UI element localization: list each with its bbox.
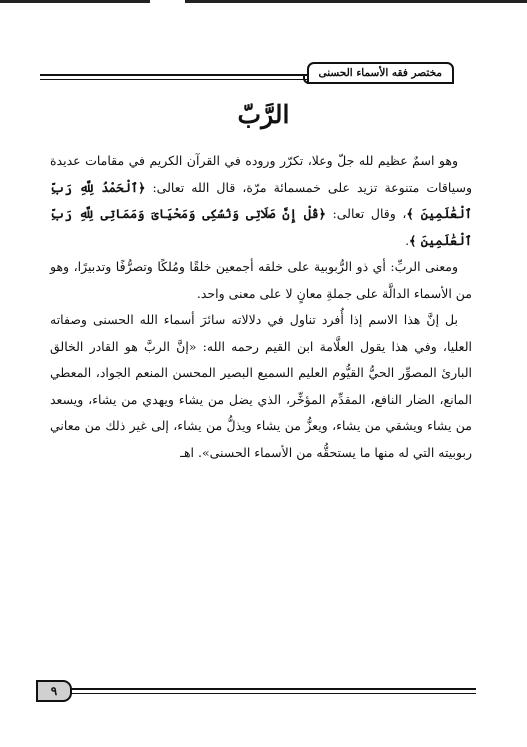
page-number-tab (36, 680, 72, 702)
body-text (50, 148, 472, 466)
page-number: ٩ (50, 684, 58, 698)
top-strip (0, 0, 527, 5)
paragraph-1-mid: ، وقال تعالى: (325, 206, 407, 221)
header-book-title: مختصر فقه الأسماء الحسنى (318, 67, 442, 79)
paragraph-1-text: وهو اسمٌ عظيم لله جلّ وعلا، تكرّر وروده في القرآن الكريم في مقامات عديدة وسياقات متنوعة تزيد على خمسمائة مرّة، قال الله تعالى: (50, 153, 472, 195)
header-book-title-box (307, 62, 455, 84)
quran-quote-1: ﴿ٱلْحَمْدُ لِلَّهِ رَبِّ ٱلْعَٰلَمِينَ ﴾ (50, 179, 472, 221)
paragraph-3: بل إنَّ هذا الاسم إذا أُفرد تناول في دلالاته سائرَ أسماء الله الحسنى وصفاته العليا، وفي هذا يقول العلَّامة ابن القيم رحمه الله: «إنَّ الربَّ هو القادر الخالق البارئ المصوِّر الحيُّ القيُّوم العليم السميع البصير المحسن المنعم الجواد، المعطي المانع، الضار النافع، المقدِّم المؤخِّر، الذي يضل من يشاء ويهدي من يشاء، ويسعد من يشاء ويشقي من يشاء، ويعزُّ من يشاء ويذلُّ من يشاء، إلى غير ذلك من معاني ربوبيته التي له منها ما يستحقُّه من الأسماء الحسنى». اهـ (50, 312, 472, 460)
paragraph-1-end: . (405, 232, 410, 248)
running-header (40, 62, 454, 82)
top-strip-segment (185, 0, 527, 3)
header-box-corner (303, 76, 311, 84)
chapter-title: الرَّبّ (237, 100, 290, 129)
quran-quote-2: ﴿قُلْ إِنَّ صَلَاتِى وَنُسُكِى وَمَحْيَاىَ وَمَمَاتِى لِلَّهِ رَبِّ ٱلْعَٰلَمِينَ ﴾ (50, 206, 472, 248)
top-strip-segment (0, 0, 150, 3)
footer-rule (66, 693, 476, 694)
page-footer (36, 680, 476, 700)
footer-rule (66, 688, 476, 690)
paragraph-1 (50, 148, 472, 254)
paragraph-2: ومعنى الربِّ: أي ذو الرُّبوبية على خلقه أجمعين خلقًا ومُلكًا وتصرُّفًا وتدبيرًا، وهو من الأسماء الدالَّة على جملةِ معانٍ لا على معنى واحد. (50, 259, 472, 301)
